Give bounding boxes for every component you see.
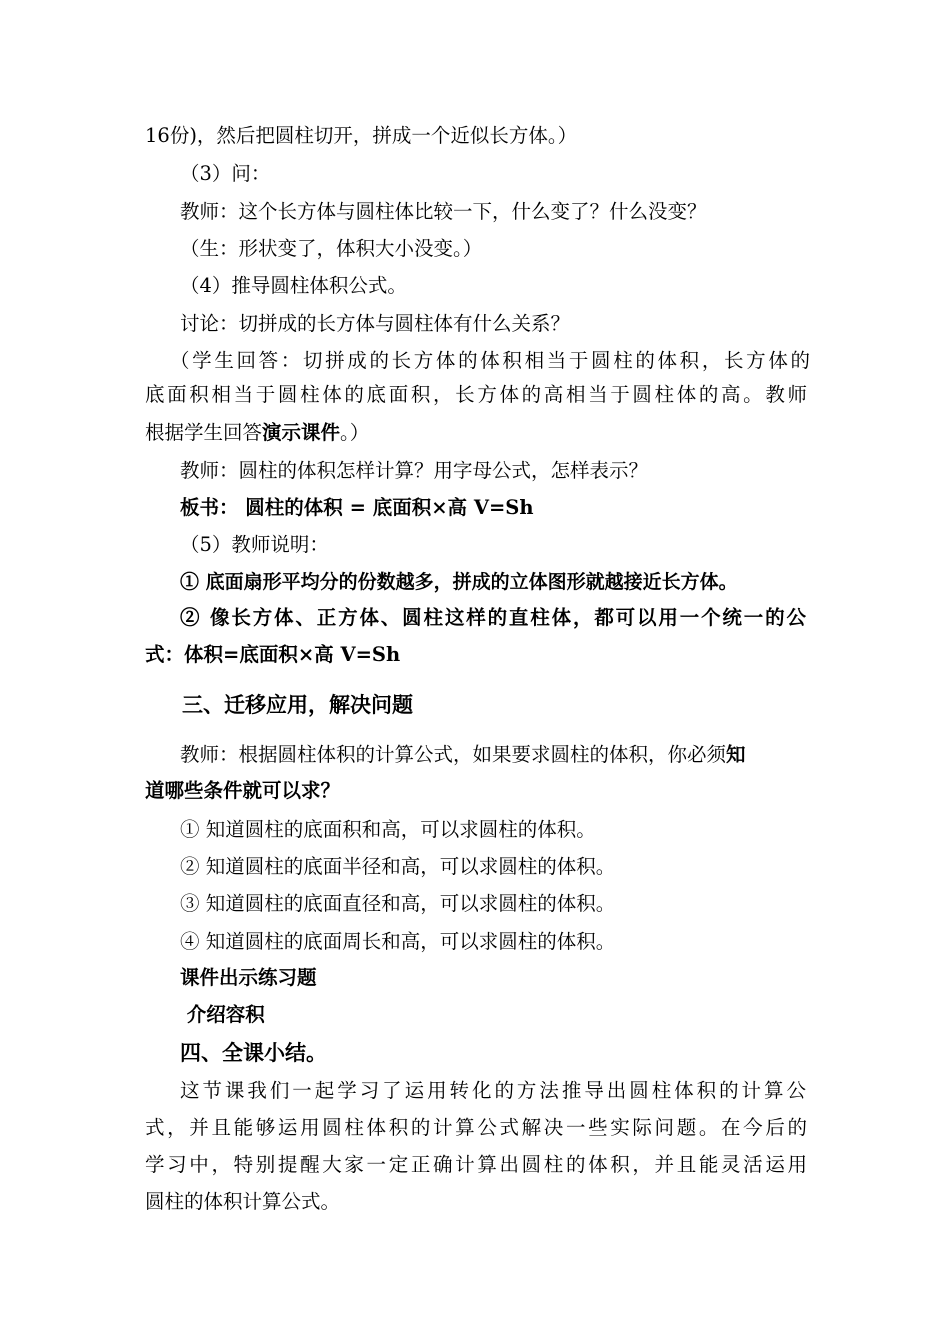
text-span: ② 知道圆柱的底面半径和高，可以求圆柱的体积。 xyxy=(180,855,616,878)
text-span: 圆柱的体积计算公式。 xyxy=(145,1190,341,1213)
condition-item xyxy=(180,923,860,961)
text-span: 学习中，特别提醒大家一定正确计算出圆柱的体积，并且能灵活运用 xyxy=(145,1153,807,1176)
text-span: 道哪些条件就可以求？ xyxy=(145,779,341,802)
text-span: 讨论：切拼成的长方体与圆柱体有什么关系？ xyxy=(180,312,571,335)
text-span: 这节课我们一起学习了运用转化的方法推导出圆柱体积的计算公 xyxy=(180,1079,806,1102)
capacity-note xyxy=(180,996,860,1034)
text-span: 教师：这个长方体与圆柱体比较一下，什么变了？什么没变？ xyxy=(180,200,707,223)
text-span: ③ 知道圆柱的底面直径和高，可以求圆柱的体积。 xyxy=(180,892,616,915)
text-span: （4）推导圆柱体积公式。 xyxy=(180,274,407,297)
teacher-question xyxy=(180,193,860,231)
text-span: ② 像长方体、正方体、圆柱这样的直柱体，都可以用一个统一的公 xyxy=(180,606,806,629)
summary-line xyxy=(145,1183,825,1221)
student-answer xyxy=(180,230,860,268)
text-span: 根据学生回答 xyxy=(145,421,263,444)
discussion-line xyxy=(180,305,860,343)
condition-item xyxy=(180,811,860,849)
exercise-note xyxy=(180,959,860,997)
condition-item xyxy=(180,848,860,886)
teacher-question xyxy=(180,452,860,490)
section-heading-3 xyxy=(182,686,862,724)
paragraph-line xyxy=(145,772,825,810)
paragraph-line xyxy=(145,117,825,155)
text-span: （生：形状变了，体积大小没变。） xyxy=(180,237,483,260)
step-4-label xyxy=(180,267,860,305)
text-span: 式，并且能够运用圆柱体积的计算公式解决一些实际问题。在今后的 xyxy=(145,1116,807,1139)
board-formula xyxy=(180,489,860,527)
paragraph-line xyxy=(145,636,825,674)
text-span: 教师：根据圆柱体积的计算公式，如果要求圆柱的体积，你必须 xyxy=(180,743,727,766)
step-5-label xyxy=(180,526,860,564)
emphasis-text: 知 xyxy=(726,743,746,766)
summary-line xyxy=(145,1146,807,1184)
text-span: （3）问： xyxy=(180,162,271,185)
text-span: 16份)，然后把圆柱切开，拼成一个近似长方体。） xyxy=(145,124,578,147)
paragraph-line xyxy=(170,342,810,380)
text-span: ④ 知道圆柱的底面周长和高，可以求圆柱的体积。 xyxy=(180,930,616,953)
summary-line xyxy=(180,1072,806,1110)
condition-item xyxy=(180,885,860,923)
step-3-label xyxy=(180,155,860,193)
teacher-question xyxy=(180,736,860,774)
text-span: （学生回答：切拼成的长方体的体积相当于圆柱的体积，长方体的 xyxy=(170,349,810,372)
text-span: 式：体积=底面积×高 V=Sh xyxy=(145,643,401,666)
text-span: 三、迁移应用，解决问题 xyxy=(182,692,413,717)
text-span: ① 知道圆柱的底面积和高，可以求圆柱的体积。 xyxy=(180,818,596,841)
paragraph-line xyxy=(145,414,825,452)
text-span: 课件出示练习题 xyxy=(180,966,317,989)
text-span: 底面积相当于圆柱体的底面积，长方体的高相当于圆柱体的高。教师 xyxy=(145,383,807,406)
emphasis-text: 演示课件 xyxy=(262,421,341,444)
text-span: 教师：圆柱的体积怎样计算？用字母公式，怎样表示？ xyxy=(180,459,649,482)
summary-line xyxy=(145,1109,807,1147)
section-heading-4 xyxy=(180,1034,860,1072)
text-span: 介绍容积 xyxy=(180,1003,265,1026)
explanation-point-2 xyxy=(180,599,806,637)
paragraph-line xyxy=(145,376,807,414)
text-span: （5）教师说明： xyxy=(180,533,329,556)
text-span: 板书： 圆柱的体积 = 底面积×高 V=Sh xyxy=(180,496,534,519)
text-span: 。） xyxy=(340,421,370,444)
explanation-point-1 xyxy=(180,563,860,601)
text-span: ① 底面扇形平均分的份数越多，拼成的立体图形就越接近长方体。 xyxy=(180,571,738,593)
text-span: 四、全课小结。 xyxy=(180,1040,327,1065)
